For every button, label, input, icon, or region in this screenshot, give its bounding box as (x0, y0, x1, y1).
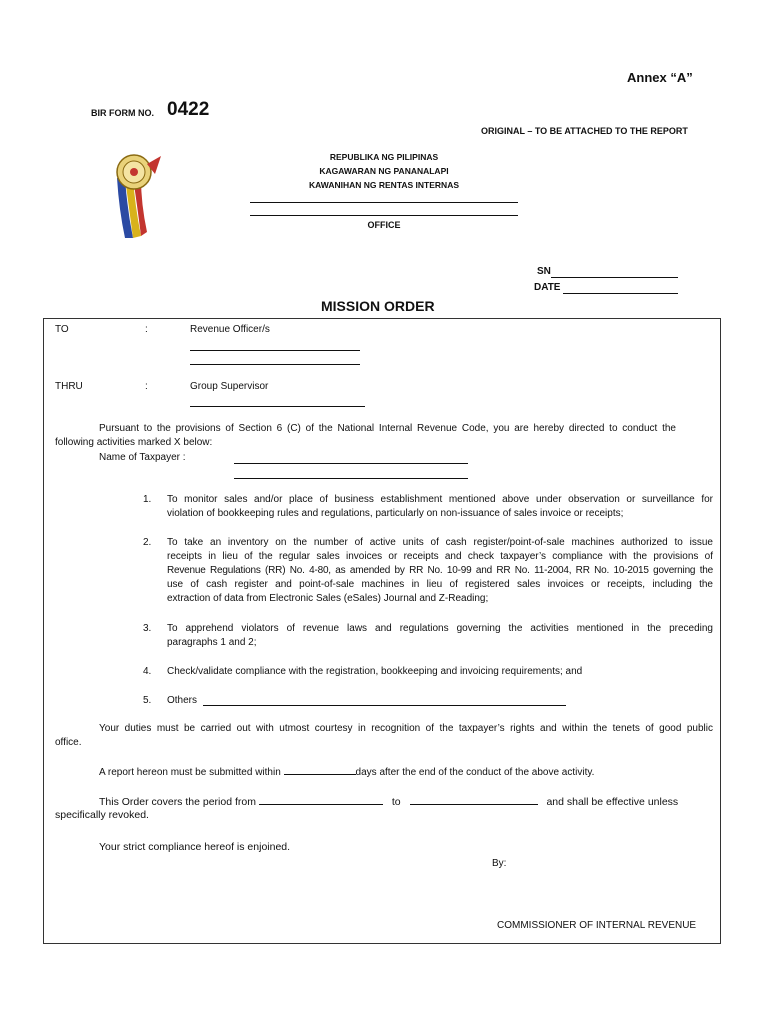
activity-1-line-1: To monitor sales and/or place of business establishment mentioned above under observation or surveillance for (167, 494, 713, 505)
period-to-field[interactable] (410, 794, 538, 805)
office-label: OFFICE (367, 220, 401, 230)
date-field[interactable] (563, 293, 678, 294)
thru-label: THRU (55, 381, 83, 392)
period-prefix: This Order covers the period from (99, 796, 256, 808)
report-prefix: A report hereon must be submitted within (99, 767, 281, 778)
period-line-2: specifically revoked. (55, 809, 149, 821)
activity-5-number: 5. (143, 695, 152, 706)
activity-2-number: 2. (143, 537, 152, 548)
activity-3-line-1: To apprehend violators of revenue laws and regulations governing the activities mentioned in the preceding (167, 623, 713, 634)
duties-line-1: Your duties must be carried out with utmost courtesy in recognition of the taxpayer’s rights and within the tenets of good public (99, 723, 713, 734)
to-label: TO (55, 324, 69, 335)
activity-4-line-1: Check/validate compliance with the registration, bookkeeping and invoicing requirements; and (167, 666, 583, 677)
intro-line-2: following activities marked X below: (55, 437, 213, 448)
office-line-2 (250, 215, 518, 216)
agency-kagawaran: KAGAWARAN NG PANANALAPI (319, 166, 449, 176)
taxpayer-label: Name of Taxpayer : (99, 452, 186, 463)
to-value: Revenue Officer/s (190, 324, 270, 335)
to-line-2[interactable] (190, 364, 360, 365)
bir-form-label: BIR FORM NO. (91, 108, 154, 118)
activity-2-line-4: use of cash register and point-of-sale machines in lieu of registered sales invoices or receipts, including the (167, 579, 713, 590)
office-line-1 (250, 202, 518, 203)
taxpayer-line-2[interactable] (234, 478, 468, 479)
original-note: ORIGINAL – TO BE ATTACHED TO THE REPORT (481, 126, 688, 136)
date-label: DATE (534, 282, 561, 293)
sn-field[interactable] (551, 277, 678, 278)
period-from-field[interactable] (259, 794, 383, 805)
intro-line-1: Pursuant to the provisions of Section 6 (C) of the National Internal Revenue Code, you are hereby directed to conduct the (99, 423, 676, 434)
enjoined-text: Your strict compliance hereof is enjoined. (99, 841, 291, 853)
bir-seal-logo (105, 148, 165, 240)
to-colon: : (145, 324, 148, 335)
period-to-word: to (391, 796, 401, 808)
sn-label: SN (537, 266, 551, 277)
activity-5-label: Others (167, 695, 198, 706)
activity-2-line-2: receipts in lieu of the regular sales invoices or receipts and check taxpayer’s compliance with the provisions of (167, 551, 713, 562)
thru-line[interactable] (190, 406, 365, 407)
duties-line-2: office. (55, 737, 82, 748)
report-sentence (99, 764, 594, 780)
activity-3-line-2: paragraphs 1 and 2; (167, 637, 257, 648)
to-line-1[interactable] (190, 350, 360, 351)
agency-republika: REPUBLIKA NG PILIPINAS (329, 152, 439, 162)
page-title: MISSION ORDER (321, 298, 435, 314)
agency-kawanihan: KAWANIHAN NG RENTAS INTERNAS (308, 180, 459, 190)
report-suffix: days after the end of the conduct of the above activity. (355, 767, 595, 778)
taxpayer-line-1[interactable] (234, 463, 468, 464)
by-label: By: (492, 858, 507, 869)
others-line[interactable] (203, 705, 566, 706)
activity-1-number: 1. (143, 494, 152, 505)
period-sentence (99, 794, 713, 809)
thru-colon: : (145, 381, 148, 392)
activity-2-line-1: To take an inventory on the number of active units of cash register/point-of-sale machines authorized to issue (167, 537, 713, 548)
activity-4-number: 4. (143, 666, 152, 677)
bir-form-number: 0422 (167, 99, 210, 120)
signatory-title: COMMISSIONER OF INTERNAL REVENUE (497, 920, 697, 931)
activity-2-line-3: Revenue Regulations (RR) No. 4-80, as amended by RR No. 10-99 and RR No. 11-2004, RR No. 10-2015 governing the (167, 565, 713, 576)
annex-label: Annex “A” (627, 70, 693, 85)
activity-3-number: 3. (143, 623, 152, 634)
activity-1-line-2: violation of bookkeeping rules and regulations, particularly on non-issuance of sales invoice or receipts; (167, 508, 624, 519)
period-suffix: and shall be effective unless (546, 796, 679, 808)
activity-2-line-5: extraction of data from Electronic Sales (eSales) Journal and Z-Reading; (167, 593, 489, 604)
report-days-field[interactable] (284, 764, 356, 775)
thru-value: Group Supervisor (190, 381, 269, 392)
